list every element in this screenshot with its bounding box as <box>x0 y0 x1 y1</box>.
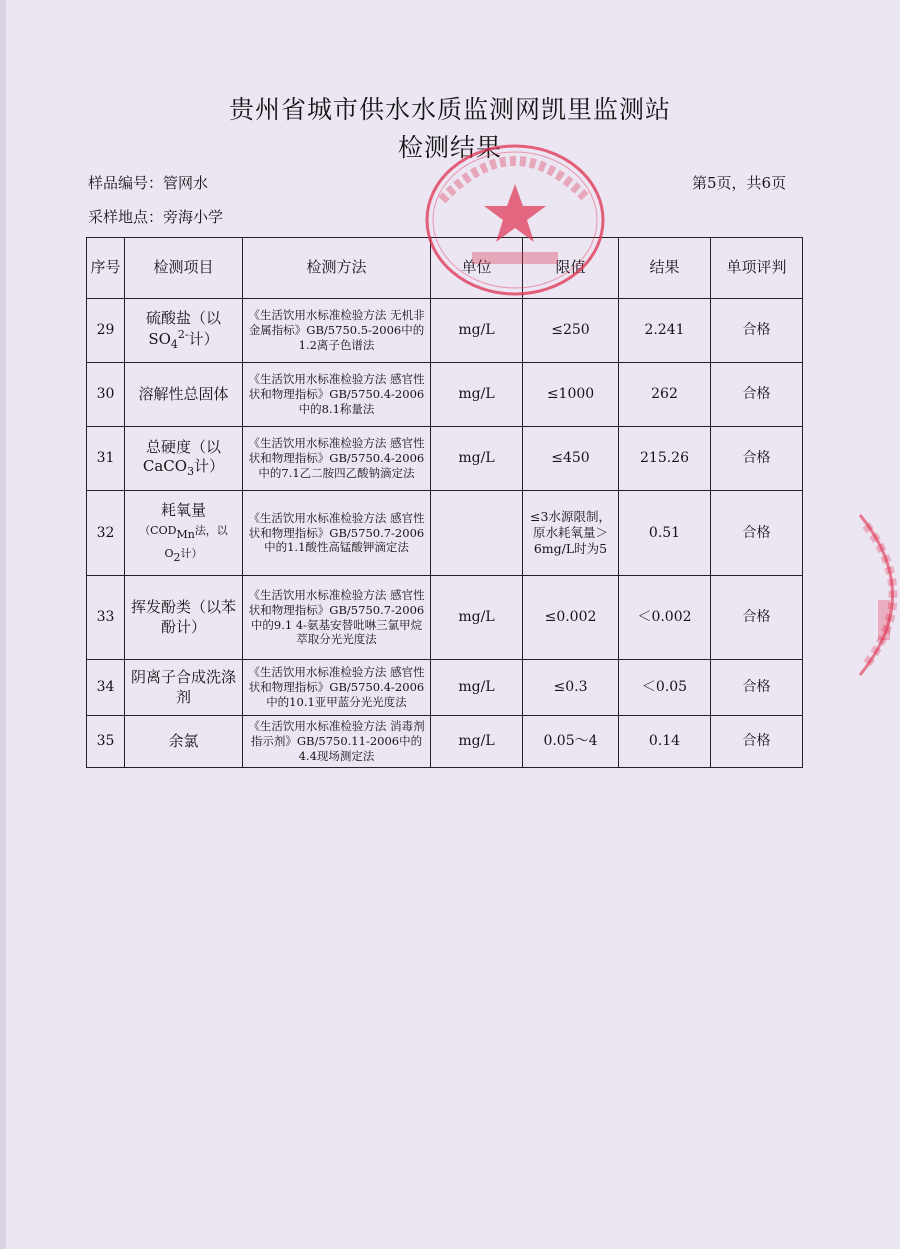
item-subscript: 4 <box>170 338 178 352</box>
row-verdict: 合格 <box>711 716 803 768</box>
row-limit: ≤0.3 <box>523 660 619 716</box>
item-text: SO <box>148 330 171 349</box>
row-item: 阴离子合成洗涤剂 <box>125 660 243 716</box>
row-limit: ≤3水源限制，原水耗氧量＞6mg/L时为5 <box>523 491 619 576</box>
item-subscript: 3 <box>187 465 195 479</box>
sampling-location: 采样地点：旁海小学 <box>88 208 224 226</box>
item-superscript: 2- <box>177 328 189 342</box>
row-method: 《生活饮用水标准检验方法 消毒剂指示剂》GB/5750.11-2006中的4.4现场测定法 <box>243 716 431 768</box>
row-limit: ≤0.002 <box>523 576 619 660</box>
header-limit: 限值 <box>523 238 619 299</box>
table-row <box>87 299 803 363</box>
item-text: 计） <box>180 546 203 560</box>
row-verdict: 合格 <box>711 363 803 427</box>
row-unit: mg/L <box>431 660 523 716</box>
row-result: 2.241 <box>619 299 711 363</box>
report-title: 贵州省城市供水水质监测网凯里监测站 <box>228 95 671 124</box>
table-row <box>87 491 803 576</box>
row-unit: mg/L <box>431 427 523 491</box>
header-no: 序号 <box>87 238 125 299</box>
page-info: 第5页，共6页 <box>692 174 787 192</box>
row-item: 挥发酚类（以苯酚计） <box>125 576 243 660</box>
row-method: 《生活饮用水标准检验方法 感官性状和物理指标》GB/5750.7-2006中的1.1酸性高锰酸钾滴定法 <box>243 491 431 576</box>
sample-number: 样品编号：管网水 <box>88 174 209 192</box>
seal-star-icon <box>484 184 546 242</box>
row-verdict: 合格 <box>711 576 803 660</box>
page-edge <box>0 0 6 1249</box>
row-item <box>125 491 243 576</box>
row-no: 29 <box>87 299 125 363</box>
row-unit: mg/L <box>431 576 523 660</box>
row-method: 《生活饮用水标准检验方法 无机非金属指标》GB/5750.5-2006中的1.2离子色谱法 <box>243 299 431 363</box>
row-limit: ≤450 <box>523 427 619 491</box>
header-method: 检测方法 <box>243 238 431 299</box>
table-row <box>87 427 803 491</box>
item-text: O <box>164 546 174 560</box>
item-text: 法，以 <box>194 524 228 538</box>
row-item: 溶解性总固体 <box>125 363 243 427</box>
row-result: 215.26 <box>619 427 711 491</box>
row-method: 《生活饮用水标准检验方法 感官性状和物理指标》GB/5750.4-2006中的7.1乙二胺四乙酸钠滴定法 <box>243 427 431 491</box>
row-limit: ≤1000 <box>523 363 619 427</box>
table-header-row <box>87 238 803 299</box>
row-unit: mg/L <box>431 716 523 768</box>
row-no: 32 <box>87 491 125 576</box>
row-result: ＜0.002 <box>619 576 711 660</box>
row-verdict: 合格 <box>711 427 803 491</box>
table-row <box>87 660 803 716</box>
row-no: 35 <box>87 716 125 768</box>
header-result: 结果 <box>619 238 711 299</box>
row-unit: mg/L <box>431 363 523 427</box>
results-table <box>86 237 803 768</box>
row-result: 262 <box>619 363 711 427</box>
row-result: 0.51 <box>619 491 711 576</box>
row-method: 《生活饮用水标准检验方法 感官性状和物理指标》GB/5750.7-2006中的9.1 4-氨基安替吡啉三氯甲烷萃取分光光度法 <box>243 576 431 660</box>
row-no: 30 <box>87 363 125 427</box>
row-verdict: 合格 <box>711 660 803 716</box>
row-result: 0.14 <box>619 716 711 768</box>
header-unit: 单位 <box>431 238 523 299</box>
table-row <box>87 716 803 768</box>
item-subscript: 2 <box>173 550 181 564</box>
row-no: 34 <box>87 660 125 716</box>
row-method: 《生活饮用水标准检验方法 感官性状和物理指标》GB/5750.4-2006中的8.1称量法 <box>243 363 431 427</box>
row-verdict: 合格 <box>711 491 803 576</box>
row-verdict: 合格 <box>711 299 803 363</box>
report-subtitle: 检测结果 <box>397 133 502 162</box>
item-text: 耗氧量 <box>160 500 206 519</box>
table-row <box>87 363 803 427</box>
row-item <box>125 427 243 491</box>
item-text: 计） <box>188 330 219 349</box>
row-item <box>125 299 243 363</box>
row-item: 余氯 <box>125 716 243 768</box>
row-no: 33 <box>87 576 125 660</box>
header-item: 检测项目 <box>125 238 243 299</box>
item-text: 计） <box>194 457 225 476</box>
item-subscript: Mn <box>176 528 195 542</box>
row-result: ＜0.05 <box>619 660 711 716</box>
partial-seal <box>830 510 900 680</box>
table-row <box>87 576 803 660</box>
item-text: （COD <box>139 524 177 538</box>
row-limit: ≤250 <box>523 299 619 363</box>
row-limit: 0.05～4 <box>523 716 619 768</box>
row-unit <box>431 491 523 576</box>
row-no: 31 <box>87 427 125 491</box>
header-verdict: 单项评判 <box>711 238 803 299</box>
item-text: CaCO <box>142 457 188 476</box>
item-text: 硫酸盐（以 <box>145 308 221 327</box>
row-unit: mg/L <box>431 299 523 363</box>
item-text: 总硬度（以 <box>145 437 221 456</box>
row-method: 《生活饮用水标准检验方法 感官性状和物理指标》GB/5750.4-2006中的10.1亚甲蓝分光光度法 <box>243 660 431 716</box>
